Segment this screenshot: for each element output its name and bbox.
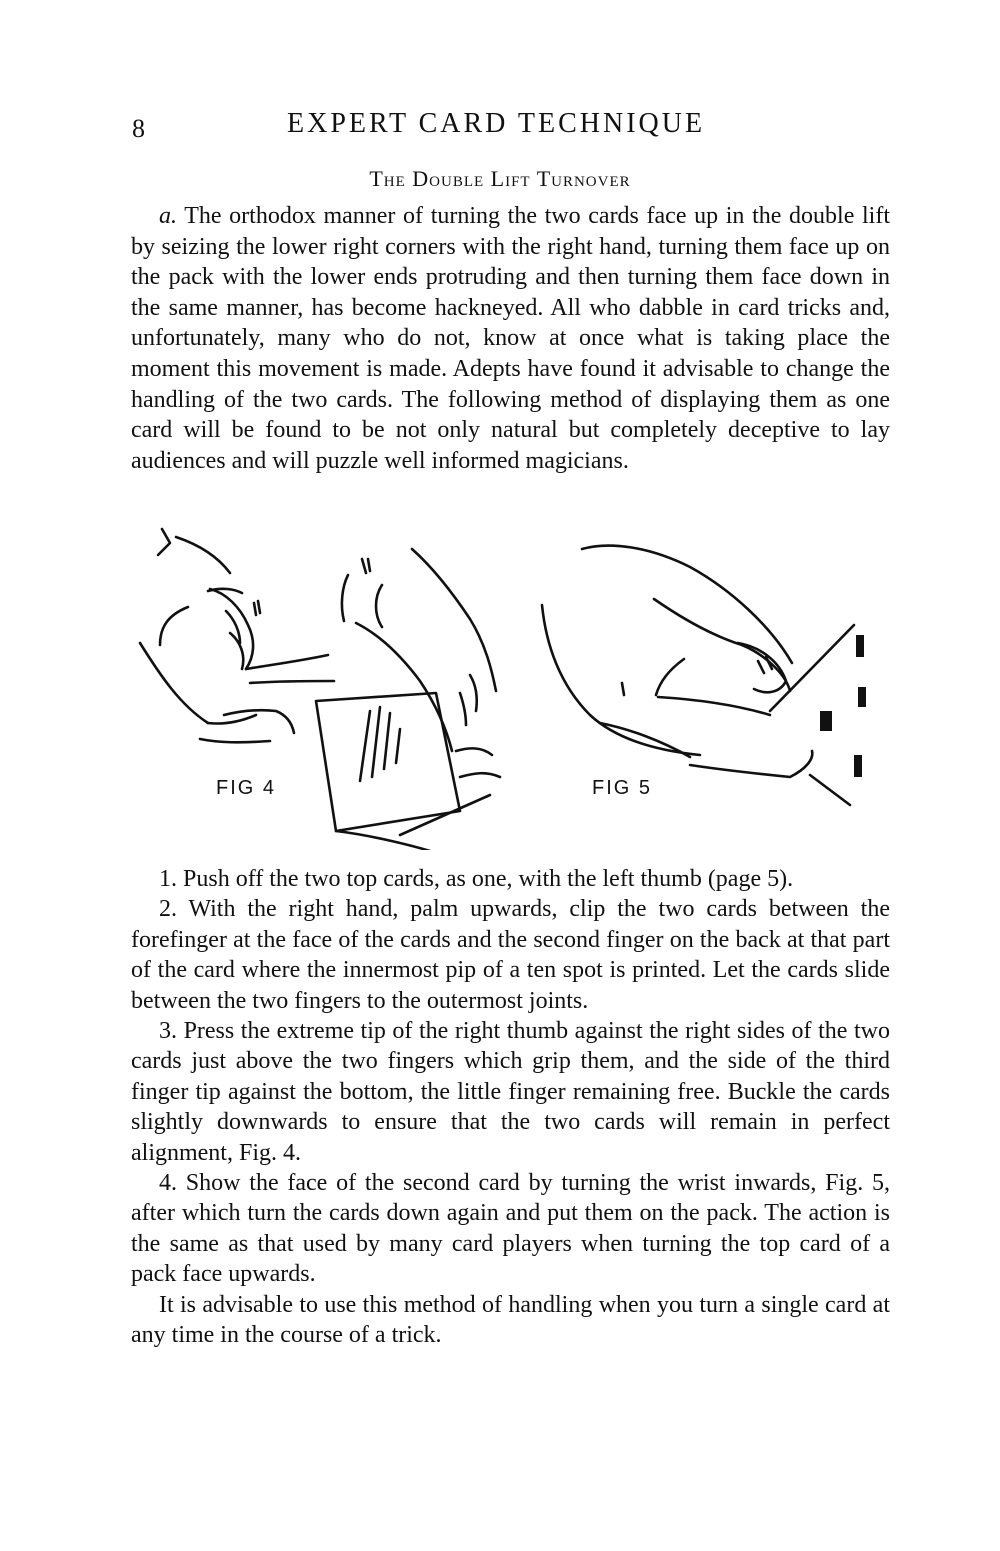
figures-illustration <box>130 515 890 850</box>
step-1: 1. Push off the two top cards, as one, with the left thumb (page 5). <box>159 866 794 892</box>
fig4-label: FIG 4 <box>216 777 277 799</box>
intro-text: The orthodox manner of turning the two cards face up in the double lift by seizing the lower right corners with the right hand, turning them face up on the pack with the lower ends protruding and then turning them face down in the same manner, has become hackneyed. All who dabble in card tricks and, unfortunately, many who do not, know at once what is taking place the moment this movement is made. Adepts have found it advisable to change the handling of the two cards. The following method of displaying them as one card will be found to be not only natural but completely deceptive to lay audiences and will puzzle well informed magicians. <box>131 203 890 474</box>
page-number: 8 <box>132 114 145 143</box>
fig5-drawing <box>542 546 866 805</box>
fig5-label: FIG 5 <box>592 777 653 799</box>
intro-paragraph <box>131 201 890 476</box>
steps-list <box>131 864 890 1351</box>
step-2: 2. With the right hand, palm upwards, clip the two cards between the forefinger at the face of the cards and the second finger on the back at that part of the card where the innermost pip of a ten spot is printed. Let the cards slide between the two fingers to the outermost joints. <box>131 896 890 1014</box>
book-title: EXPERT CARD TECHNIQUE <box>287 108 706 139</box>
intro-lead: a. <box>159 203 177 229</box>
step-4: 4. Show the face of the second card by turning the wrist inwards, Fig. 5, after which turn the cards down again and put them on the pack. The action is the same as that used by many card players when turning the top card of a pack face upwards. <box>131 1170 890 1288</box>
step-3: 3. Press the extreme tip of the right thumb against the right sides of the two cards just above the two fingers which grip them, and the side of the third finger tip against the bottom, the little finger remaining free. Buckle the cards slightly downwards to ensure that the two cards will remain in perfect alignment, Fig. 4. <box>131 1018 890 1166</box>
running-head <box>132 108 892 148</box>
closing-paragraph: It is advisable to use this method of handling when you turn a single card at any time in the course of a trick. <box>131 1291 890 1349</box>
fig4-drawing <box>140 529 500 850</box>
section-title: The Double Lift Turnover <box>369 166 631 191</box>
